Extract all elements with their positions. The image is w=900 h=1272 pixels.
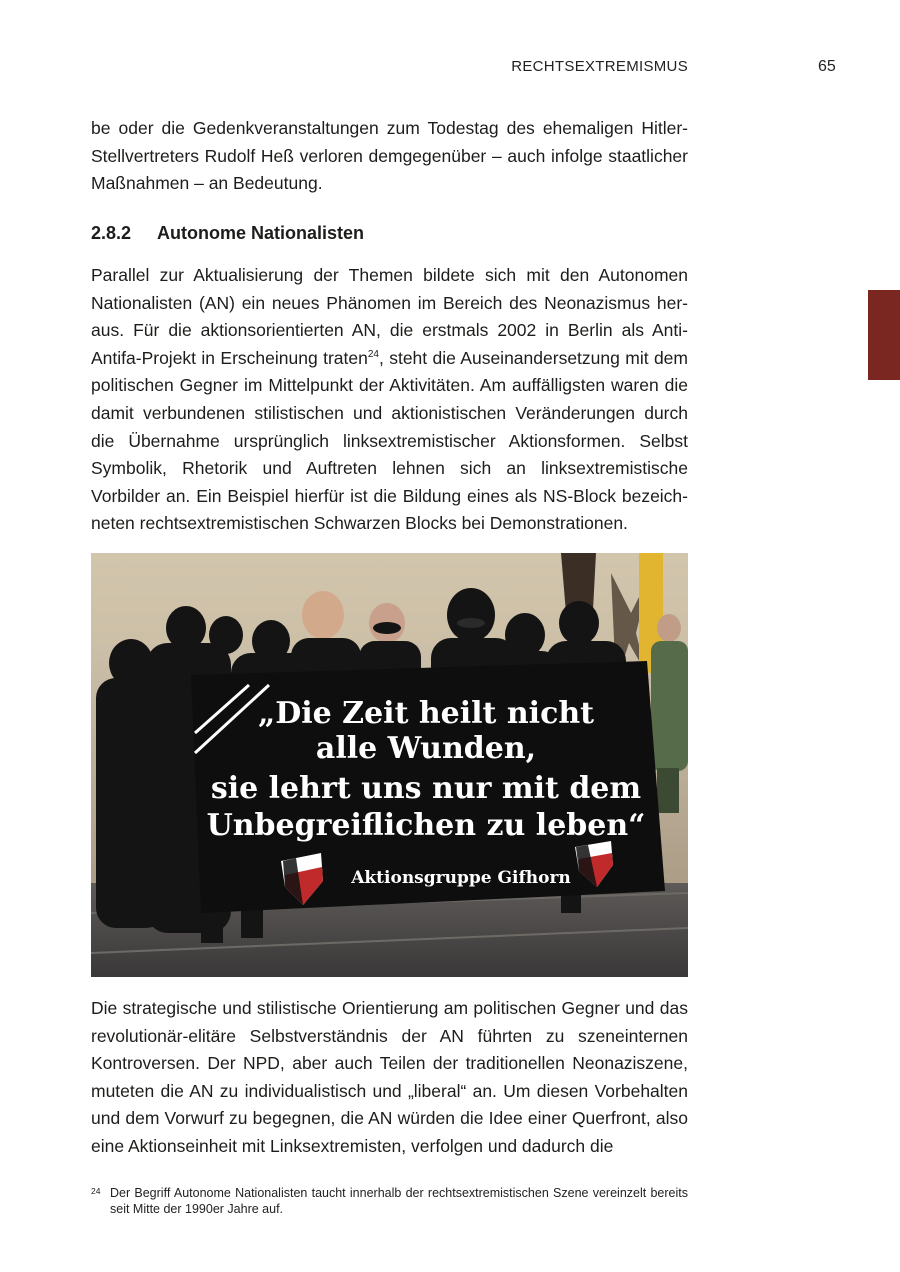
intro-paragraph: be oder die Gedenkveranstaltungen zum Todestag des ehemaligen Hitler-Stellvertreters Rudolf Heß verloren demgegenüber – auch infolge staatlicher Maßnahmen – an Bedeutung. [91,118,688,194]
footnote-text: Der Begriff Autonome Nationalisten taucht innerhalb der rechtsextremistischen Szene vereinzelt bereits seit Mitte der 1990er Jahre auf. [110,1186,688,1216]
demonstration-photo [91,553,688,977]
footnote [91,1185,688,1217]
chapter-tab-marker [868,290,900,380]
banner-line-1: „Die Zeit heilt nicht [257,696,595,731]
closing-paragraph: Die strategische und stilistische Orientierung am politischen Gegner und das revolutionär-elitäre Selbstverständnis der AN führten zu szeneinternen Kontroversen. Der NPD, aber auch Teilen der traditionellen Neonaziszene, muteten die AN zu individualistisch und „liberal“ an. Um diesen Vorbehalten und dem Vorwurf zu begegnen, die AN würden die Idee einer Querfront, also eine Aktionseinheit mit Linksextremisten, verfolgen und dadurch die [91,998,688,1156]
banner-line-2: alle Wunden, [315,731,537,766]
main-paragraph-part-2: , steht die Auseinandersetzung mit dem politischen Gegner im Mittelpunkt der Aktivitäten. Am auffälligsten waren die damit verbundenen stilistischen und aktionistischen Veränderungen durch die Übernahme ursprünglich linksextremistischer Aktionsformen. Selbst Symbolik, Rhetorik und Auftreten lehnen sich an linksextremistische Vorbilder an. Ein Beispiel hierfür ist die Bildung eines als NS-Block bezeichneten rechtsextremistischen Schwarzen Blocks bei Demonstrationen. [91,347,688,534]
page-number: 65 [818,58,836,75]
main-paragraph [91,262,688,538]
section-number: 2.8.2 [91,223,132,243]
banner-line-4: Unbegreiflichen zu leben“ [206,808,646,843]
section-heading [91,223,364,244]
banner-group-name: Aktionsgruppe Gifhorn [351,868,571,888]
section-title: Autonome Nationalisten [157,223,365,243]
footnote-reference: 24 [367,348,379,360]
running-title: RECHTSEXTREMISMUS [511,58,688,75]
main-paragraph-part-1: Parallel zur Aktualisierung der Themen bildete sich mit den Autonomen Nationalisten (AN) ein neues Phänomen im Bereich des Neonazismus heraus. Für die aktionsorientierten AN, die erstmals 2002 in Berlin als Anti-Antifa-Projekt in Erscheinung traten [91,265,688,368]
footnote-mark: 24 [91,1186,101,1196]
banner-line-3: sie lehrt uns nur mit dem [210,771,642,806]
